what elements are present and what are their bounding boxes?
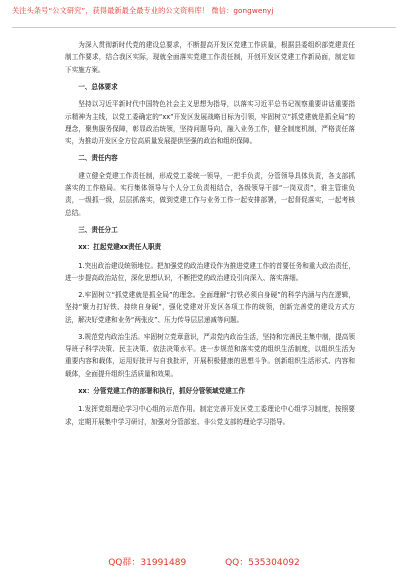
subheading-deputy-responsibility: xx：分管党建工作的部署和执行，抓好分管领域党建工作 <box>78 386 245 395</box>
footer-qq-number: QQ：535304092 <box>225 558 300 568</box>
watermark-banner <box>12 6 396 28</box>
footer-contact <box>0 555 408 568</box>
banner-text: 关注头条号“公文研究”，获得最新最全最专业的公文资料库！ 微信：gongwenyj <box>12 6 274 15</box>
paragraph-theory-study-group: 1.发挥党组理论学习中心组的示范作用。制定完善开发区党工委理论中心组学习制度，按照要求，定期开展集中学习研讨，加强对分管部室、非公党支部的理论学习指导。 <box>65 405 355 426</box>
header-divider <box>12 27 396 28</box>
document-body <box>65 39 355 432</box>
intro-paragraph: 为深入贯彻新时代党的建设总要求，不断提高开发区党建工作质量，根据县委组织部党建责任制工作要求，结合我区实际，现就全面落实党建工作责任制，开创开发区党建工作新局面，制定如下实施方案。 <box>65 41 355 74</box>
paragraph-political-life: 3.规范党内政治生活。牢固树立党章意识，严肃党内政治生活，坚持和完善民主集中制，提高领导班子科学决策、民主决策、依法决策水平。进一步规范和落实党的组织生活制度，以组织生活为重要内容和载体，运用好批评与自我批评，开展积极健康的思想斗争。创新组织生活形式、内容和载体，全面提升组织生活质量和效果。 <box>65 332 355 378</box>
section-heading-responsibility-division: 三、责任分工 <box>78 225 118 234</box>
general-requirements-paragraph: 坚持以习近平新时代中国特色社会主义思想为指导，以落实习近平总书记视察重要讲话重要指示精神为主线，以党工委确定的“xx”开发区发展战略目标为引领，牢固树立“抓党建就是抓全局”的理念，聚焦服务保障，彰显政治统领，坚持问题导向，融入业务工作，健全制度机制，严格责任落实，为推动开发区全方位高质量发展提供坚强的政治和组织保障。 <box>65 100 355 146</box>
paragraph-party-building-concept: 2.牢固树立“抓党建就是抓全局”的理念。全面理解“打铁必须自身硬”的科学内涵与内在逻辑，坚持“聚力打好铁、持续自身硬”，强化党建对开发区各项工作的统领，创新完善党的建设方式方法，解决好党建和业务“两张皮”、压力传导层层递减等问题。 <box>65 290 355 324</box>
footer-qq-group: QQ群：31991489 <box>108 558 187 568</box>
section-heading-general-requirements: 一、总体要求 <box>78 82 118 91</box>
section-heading-responsibility-content: 二、责任内容 <box>78 154 118 163</box>
responsibility-content-paragraph: 建立健全党建工作责任制，形成党工委统一领导，一把手负责，分管领导具体负责，各支部抓落实的工作格局。实行集体领导与个人分工负责相结合，各级领导干部“一岗双责”，谁主管谁负责，一级抓一级，层层抓落实，做到党建工作与业务工作一起安排部署，一起督促落实，一起考核总结。 <box>65 171 355 217</box>
paragraph-political-building: 1.突出政治建设统领地位。把加强党的政治建设作为推进党建工作的首要任务和重大政治责任，进一步提高政治站位，深化思想认识，不断把党的政治建设引向深入、落实落细。 <box>65 261 355 282</box>
subheading-lead-responsibility: xx：扛起党建xx责任人职责 <box>78 243 162 252</box>
